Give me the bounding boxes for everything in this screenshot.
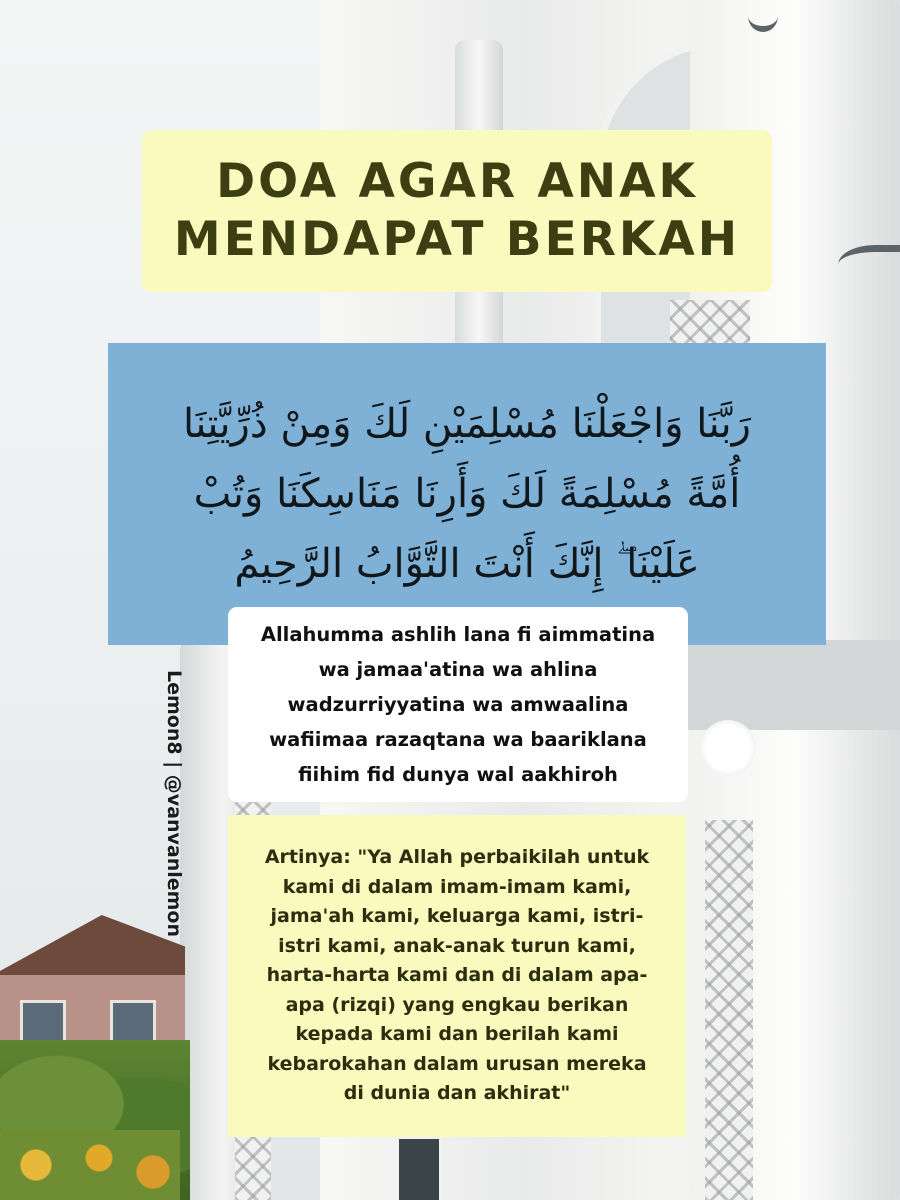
transliteration-line: wa jamaa'atina wa ahlina bbox=[318, 658, 598, 681]
translation-line: kepada kami dan berilah kami bbox=[295, 1023, 619, 1046]
translation-line: apa (rizqi) yang engkau berikan bbox=[285, 993, 629, 1016]
flowers bbox=[0, 1130, 180, 1200]
arabic-line: أُمَّةً مُسْلِمَةً لَكَ وَأَرِنَا مَنَاسِكَنَا وَتُبْ bbox=[193, 471, 741, 517]
column-ring bbox=[748, 0, 778, 32]
lattice-panel bbox=[705, 820, 753, 1200]
translation-line: Artinya: "Ya Allah perbaikilah untuk bbox=[264, 846, 650, 869]
translation-card bbox=[228, 815, 686, 1137]
translation-line: kami di dalam imam-imam kami, bbox=[282, 875, 632, 898]
transliteration-line: wafiimaa razaqtana wa baariklana bbox=[269, 728, 647, 751]
title-card bbox=[142, 130, 772, 292]
translation-line: istri kami, anak-anak turun kami, bbox=[278, 934, 636, 957]
transliteration-line: fiihim fid dunya wal aakhiroh bbox=[298, 763, 618, 786]
title-line: MENDAPAT BERKAH bbox=[173, 212, 741, 267]
title-line: DOA AGAR ANAK bbox=[216, 154, 698, 209]
ceiling-lamp bbox=[700, 720, 756, 776]
arabic-line: رَبَّنَا وَاجْعَلْنَا مُسْلِمَيْنِ لَكَ وَمِنْ ذُرِّيَّتِنَا bbox=[183, 401, 751, 447]
transliteration-line: wadzurriyyatina wa amwaalina bbox=[287, 693, 629, 716]
transliteration-card bbox=[228, 607, 688, 802]
transliteration-line: Allahumma ashlih lana fi aimmatina bbox=[260, 623, 656, 646]
watermark-credit: Lemon8 | @vanvanlemon bbox=[163, 670, 185, 938]
translation-line: jama'ah kami, keluarga kami, istri- bbox=[270, 905, 644, 928]
translation-line: di dunia dan akhirat" bbox=[343, 1082, 571, 1105]
translation-line: kebarokahan dalam urusan mereka bbox=[267, 1052, 647, 1075]
arabic-prayer-card bbox=[108, 343, 826, 645]
translation-line: harta-harta kami dan di dalam apa- bbox=[266, 964, 648, 987]
building-window bbox=[395, 1135, 443, 1200]
arabic-line: عَلَيْنَا ۖ إِنَّكَ أَنْتَ التَّوَّابُ الرَّحِيمُ bbox=[234, 541, 700, 587]
